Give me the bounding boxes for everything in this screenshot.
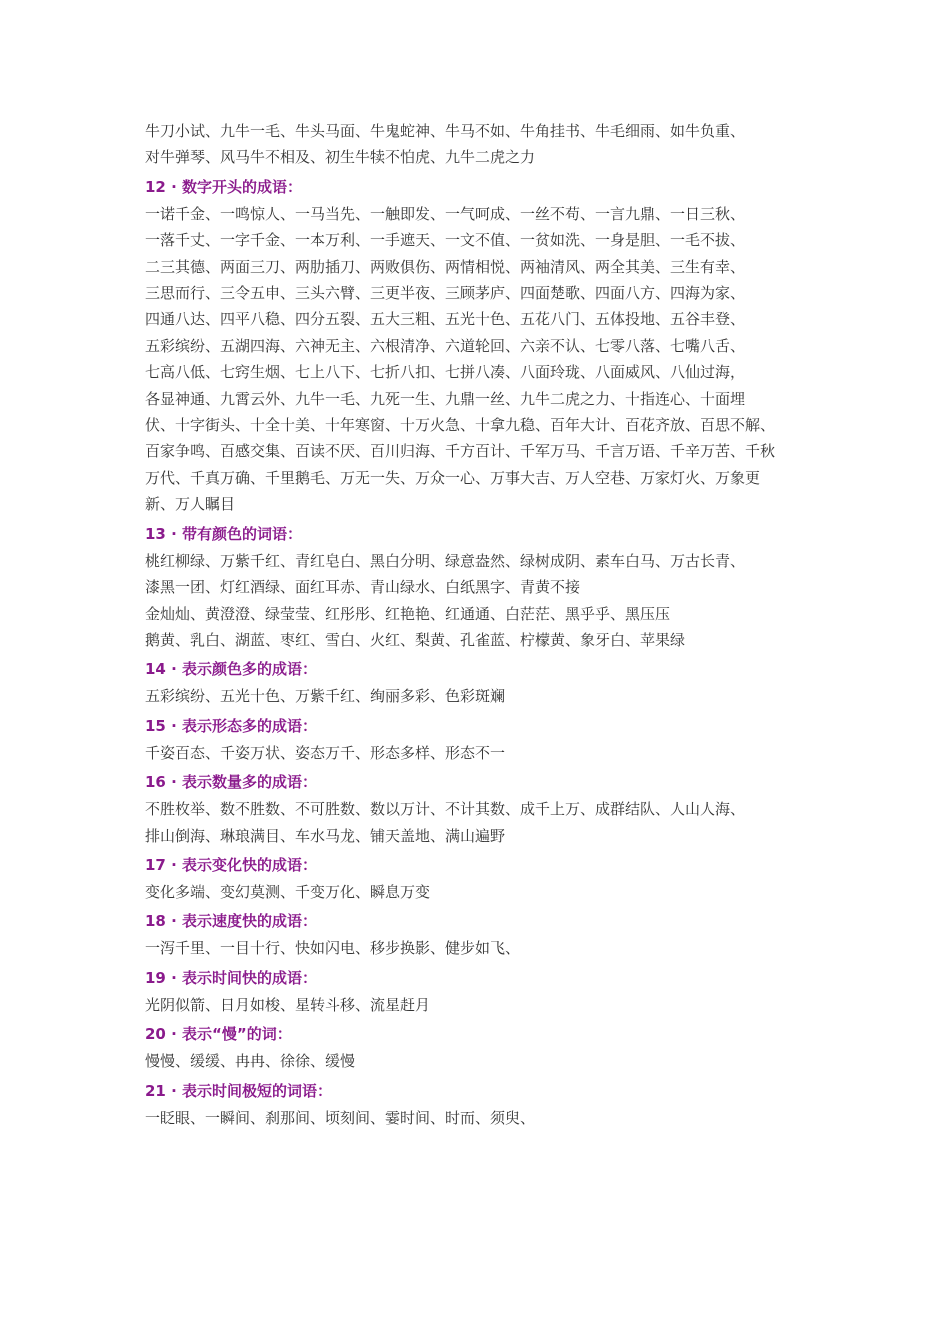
idiom-line: 各显神通、九霄云外、九牛一毛、九死一生、九鼎一丝、九牛二虎之力、十指连心、十面埋 <box>145 389 746 408</box>
idiom-line: 桃红柳绿、万紫千红、青红皂白、黑白分明、绿意盎然、绿树成阴、素车白马、万古长青、 <box>145 551 746 570</box>
section-heading: 18 · 表示速度快的成语： <box>145 912 318 931</box>
section-heading: 16 · 表示数量多的成语： <box>145 773 318 792</box>
idiom-line: 伏、十字街头、十全十美、十年寒窗、十万火急、十拿九稳、百年大计、百花齐放、百思不解、 <box>145 416 776 435</box>
idiom-line: 慢慢、缓缓、冉冉、徐徐、缓慢 <box>145 1052 356 1071</box>
idiom-line: 一眨眼、一瞬间、刹那间、顷刻间、霎时间、时而、须臾、 <box>145 1108 536 1127</box>
idiom-line: 漆黑一团、灯红酒绿、面红耳赤、青山绿水、白纸黑字、青黄不接 <box>145 578 581 597</box>
intro-section <box>145 118 815 171</box>
idiom-line: 四通八达、四平八稳、四分五裂、五大三粗、五光十色、五花八门、五体投地、五谷丰登、 <box>145 310 746 329</box>
intro-line: 对牛弹琴、风马牛不相及、初生牛犊不怕虎、九牛二虎之力 <box>145 148 536 167</box>
idiom-line: 新、万人瞩目 <box>145 495 236 514</box>
section-15 <box>145 715 815 766</box>
section-17 <box>145 854 815 905</box>
idiom-line: 一诺千金、一鸣惊人、一马当先、一触即发、一气呵成、一丝不苟、一言九鼎、一日三秋、 <box>145 204 746 223</box>
section-13 <box>145 523 815 654</box>
idiom-line: 金灿灿、黄澄澄、绿莹莹、红彤彤、红艳艳、红通通、白茫茫、黑乎乎、黑压压 <box>145 604 671 623</box>
section-heading: 13 · 带有颜色的词语： <box>145 524 303 543</box>
idiom-line: 一泻千里、一目十行、快如闪电、移步换影、健步如飞、 <box>145 939 521 958</box>
section-14 <box>145 658 815 709</box>
section-12 <box>145 176 815 518</box>
idiom-line: 万代、千真万确、千里鹅毛、万无一失、万众一心、万事大吉、万人空巷、万家灯火、万象更 <box>145 468 761 487</box>
idiom-line: 鹅黄、乳白、湖蓝、枣红、雪白、火红、梨黄、孔雀蓝、柠檬黄、象牙白、苹果绿 <box>145 630 686 649</box>
idiom-line: 光阴似箭、日月如梭、星转斗移、流星赶月 <box>145 995 431 1014</box>
section-19 <box>145 967 815 1018</box>
idiom-line: 七高八低、七窍生烟、七上八下、七折八扣、七拼八凑、八面玲珑、八面威风、八仙过海， <box>145 363 746 382</box>
idiom-line: 二三其德、两面三刀、两肋插刀、两败俱伤、两情相悦、两袖清风、两全其美、三生有幸、 <box>145 257 746 276</box>
section-21 <box>145 1080 815 1131</box>
idiom-line: 五彩缤纷、五湖四海、六神无主、六根清净、六道轮回、六亲不认、七零八落、七嘴八舌、 <box>145 336 746 355</box>
idiom-line: 百家争鸣、百感交集、百读不厌、百川归海、千方百计、千军万马、千言万语、千辛万苦、千秋 <box>145 442 776 461</box>
idiom-line: 千姿百态、千姿万状、姿态万千、形态多样、形态不一 <box>145 743 506 762</box>
idiom-line: 三思而行、三令五申、三头六臂、三更半夜、三顾茅庐、四面楚歌、四面八方、四海为家、 <box>145 284 746 303</box>
idiom-line: 一落千丈、一字千金、一本万利、一手遮天、一文不值、一贫如洗、一身是胆、一毛不拔、 <box>145 231 746 250</box>
section-heading: 20 · 表示“慢”的词： <box>145 1025 292 1044</box>
section-heading: 12 · 数字开头的成语： <box>145 177 303 196</box>
section-16 <box>145 771 815 849</box>
section-18 <box>145 910 815 961</box>
section-heading: 21 · 表示时间极短的词语： <box>145 1081 333 1100</box>
section-heading: 14 · 表示颜色多的成语： <box>145 660 318 679</box>
document-body <box>145 118 815 1131</box>
idiom-line: 不胜枚举、数不胜数、不可胜数、数以万计、不计其数、成千上万、成群结队、人山人海、 <box>145 800 746 819</box>
idiom-line: 变化多端、变幻莫测、千变万化、瞬息万变 <box>145 882 431 901</box>
idiom-line: 五彩缤纷、五光十色、万紫千红、绚丽多彩、色彩斑斓 <box>145 687 506 706</box>
intro-line: 牛刀小试、九牛一毛、牛头马面、牛鬼蛇神、牛马不如、牛角挂书、牛毛细雨、如牛负重、 <box>145 122 746 140</box>
section-20 <box>145 1023 815 1074</box>
section-heading: 15 · 表示形态多的成语： <box>145 716 318 735</box>
section-heading: 17 · 表示变化快的成语： <box>145 855 318 874</box>
section-heading: 19 · 表示时间快的成语： <box>145 968 318 987</box>
idiom-line: 排山倒海、琳琅满目、车水马龙、铺天盖地、满山遍野 <box>145 826 506 845</box>
